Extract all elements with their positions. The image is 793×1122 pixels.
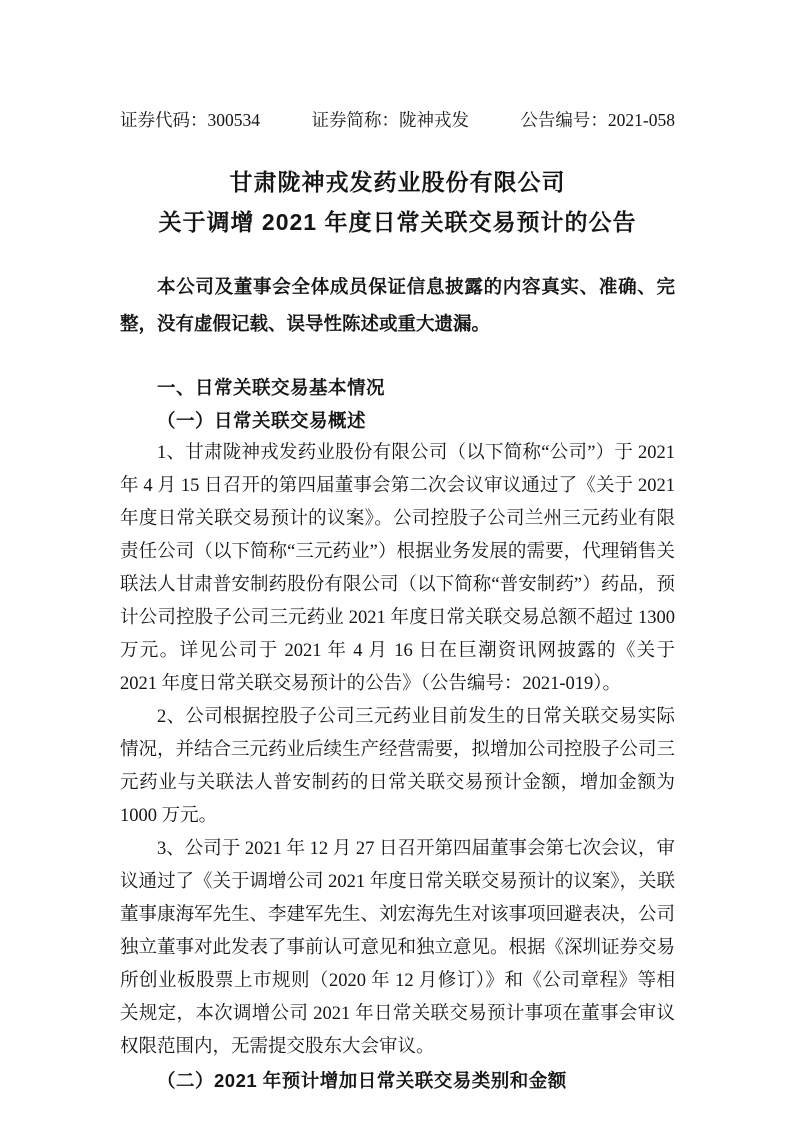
stock-name: 证券简称：陇神戎发 — [311, 110, 469, 130]
document-header — [120, 109, 675, 131]
paragraph-2: 2、公司根据控股子公司三元药业目前发生的日常关联交易实际情况，并结合三元药业后续生产经营需要，拟增加公司控股子公司三元药业与关联法人普安制药的日常关联交易预计金额，增加金额为 1000 万元。 — [120, 707, 676, 826]
announcement-number: 公告编号：2021-058 — [520, 110, 675, 130]
section-1-heading: 一、日常关联交易基本情况 — [157, 377, 386, 398]
section-1-2-heading: （二）2021 年预计增加日常关联交易类别和金额 — [157, 1070, 567, 1091]
disclaimer-statement: 本公司及董事会全体成员保证信息披露的内容真实、准确、完整，没有虚假记载、误导性陈述或重大遗漏。 — [120, 278, 675, 335]
document-title-line-2: 关于调增 2021 年度日常关联交易预计的公告 — [158, 209, 637, 235]
document-title — [120, 162, 675, 242]
paragraph-1: 1、甘肃陇神戎发药业股份有限公司（以下简称“公司”）于 2021 年 4 月 15 日召开的第四届董事会第二次会议审议通过了《关于 2021 年度日常关联交易预计的议案》。公司控股子公司兰州三元药业有限责任公司（以下简称“三元药业”）根据业务发展的需要，代理销售关联法人甘肃普安制药股份有限公司（以下简称“普安制药”）药品，预计公司控股子公司三元药业 2021 年度日常关联交易总额不超过 1300 万元。详见公司于 2021 年 4 月 16 日在巨潮资讯网披露的《关于 2021 年度日常关联交易预计的公告》（公告编号：2021-019）。 — [120, 443, 675, 694]
document-title-line-1: 甘肃陇神戎发药业股份有限公司 — [229, 169, 566, 195]
stock-code: 证券代码：300534 — [120, 110, 260, 130]
section-1-1-heading: （一）日常关联交易概述 — [157, 410, 367, 431]
paragraph-3: 3、公司于 2021 年 12 月 27 日召开第四届董事会第七次会议，审议通过了《关于调增公司 2021 年度日常关联交易预计的议案》，关联董事康海军先生、李建军先生、刘宏海先生对该事项回避表决，公司独立董事对此发表了事前认可意见和独立意见。根据《深圳证券交易所创业板股票上市规则（2020 年 12 月修订）》和《公司章程》等相关规定，本次调增公司 2021 年日常关联交易预计事项在董事会审议权限范围内，无需提交股东大会审议。 — [120, 839, 676, 1057]
